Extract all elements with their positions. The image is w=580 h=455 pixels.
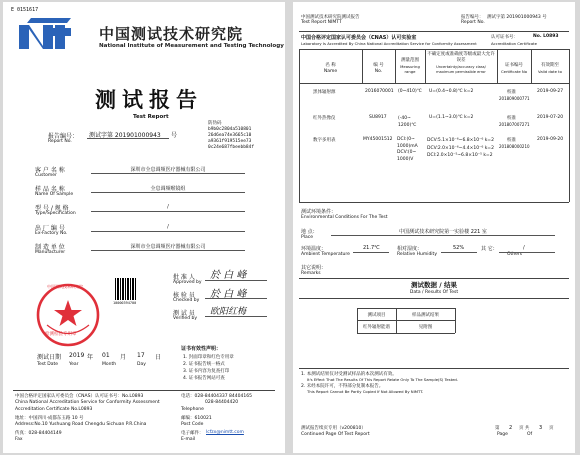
day-cn: 日 [155, 354, 162, 361]
row-cert-no: 201809000771 [499, 96, 530, 101]
row-cert-type: 校准 [507, 90, 516, 95]
row-cert-type: 校准 [507, 116, 516, 121]
results-col-item: 测试项目 [367, 313, 386, 318]
anti-fake-code-4: 0c24e687fbeebb84f [208, 145, 255, 150]
results-item-value: 红外辐射能谱 [363, 325, 390, 330]
row-no: MY45001512 [363, 137, 393, 142]
row-range: (0~410)℃ [398, 89, 422, 94]
test-date-day: 17 [137, 352, 145, 359]
footer-address-cn: 地址：中国四川·成都东玉路 10 号 [15, 416, 84, 421]
header-report-no-value: 测试字第 201901000943 号 [487, 15, 547, 20]
nimtt-logo-icon [17, 16, 73, 50]
anti-fake-code-1: b9b0c2804a510801 [208, 127, 252, 132]
report-title-en: Test Report [133, 114, 169, 120]
manufacturer-label-en: Manufacturer [35, 250, 66, 255]
type-label-en: Type/Specification [35, 211, 76, 216]
row-name: 数字多用表 [313, 138, 336, 143]
month-en: Month [102, 362, 117, 367]
row-uncertainty: U=(0.4~0.8)℃ k=2 [429, 89, 474, 94]
row-cert-no: 201807007271 [499, 122, 530, 127]
customer-label-cn: 客 户 名 称 [35, 167, 65, 174]
test-date-year: 2019 [69, 352, 85, 359]
anti-fake-code-3: a9361f919515ee73 [208, 139, 252, 144]
footer-telephone: 电话：028-84404337 84404165 [181, 394, 252, 399]
col-cert-en: Certificate No [500, 69, 528, 74]
footer-post: 邮编：610021 [181, 416, 212, 421]
cert-no-label: 认可证书号： [491, 35, 518, 40]
checked-label-en: Checked by [173, 298, 200, 303]
factory-no-label-cn: 出 厂 编 号 [35, 225, 65, 232]
col-uncertainty-en: Uncertainty/accuracy class/ maximum permissible error [436, 65, 486, 74]
page-end-label: 页 [549, 426, 554, 431]
cnas-title-cn: 中国合格评定国家认可委员会（CNAS）认可实验室 [301, 35, 417, 41]
temp-value: 21.7℃ [363, 245, 380, 251]
footer-cnas-en-2: Accreditation Certificate No.L0893 [15, 407, 93, 412]
footer-email-en: E-mail [181, 437, 196, 442]
footer-continued-cn: 测试报告续页专用（v200810） [301, 426, 366, 431]
verified-label-en: Verified by [173, 316, 198, 321]
row-cert-type: 校准 [507, 138, 516, 143]
row-valid: 2019-07-20 [537, 115, 564, 120]
humidity-value: 52% [453, 245, 465, 251]
customer-value: 深圳市全息调频医疗器械有限公司 [130, 167, 206, 173]
row-uncertainty: DCV:5.1×10⁻⁶~6.8×10⁻⁶ k=2 DCV:2.0×10⁻⁶~4.4×10⁻⁶ k=2 DCI:2.0×10⁻⁵~6.8×10⁻⁵ k=2 [427, 138, 494, 158]
verified-signature: 欧阳红梅 [210, 307, 247, 317]
footer-cnas-cn: 中国合格评定国家认可委员会（CNAS）认可证书号：No.L0893 [15, 394, 144, 399]
remarks-label-en: Remarks [301, 271, 321, 276]
page-label-cn: 第 [495, 426, 500, 431]
humidity-label-cn: 相对湿度： [397, 246, 423, 252]
footer-cnas-en-1: China National Accreditation Service for Conformity Assessment [15, 400, 160, 405]
year-cn: 年 [87, 354, 94, 361]
report-no-label-en: Report No. [48, 139, 72, 144]
report-detail-page [293, 2, 575, 453]
col-name-en: Name [323, 69, 338, 74]
report-no-suffix: 号 [171, 132, 178, 139]
barcode-icon [115, 278, 137, 300]
footer-post-en: Post Code [181, 422, 204, 427]
note-1-en: It's Effect That The Results Of This Report Relate Only To The Sample(S) Tested. [307, 377, 459, 382]
approved-label-en: Approved by [173, 280, 202, 285]
humidity-label-en: Relative Humidity [397, 252, 437, 257]
header-title-en: Test Report NIMTT [301, 20, 342, 25]
page-number: 2 [509, 425, 513, 431]
col-range-cn: 测量范围 [401, 58, 419, 63]
row-range: DCI:(0~ 1000)mA DCV:(0~ 1000)V [397, 137, 418, 162]
institute-name-en: National Institute of Measurement and Testing Technology [99, 43, 284, 49]
note-2-cn: 2. 未经本院许可，不得部分复制本报告。 [301, 384, 384, 389]
cert-no-label-en: Accreditation Certificate [491, 41, 538, 46]
verified-label-cn: 测 试 员 [173, 310, 195, 317]
validity-notice-item-4: 4. 证书报告网站可查 [183, 376, 225, 381]
page-label-en: Page [497, 432, 508, 437]
other-label-cn: 其 它： [481, 246, 498, 252]
footer-telephone-2: 028-84404420 [205, 400, 239, 405]
remarks-label-cn: 其它说明： [301, 265, 327, 271]
footer-fax: 传真：028-84404149 [15, 431, 62, 436]
footer-email-link[interactable]: lcfzx@nimtt.com [206, 430, 244, 435]
validity-notice-item-1: 1. 封面印章和红色专用章 [183, 355, 234, 360]
place-label-en: Place [301, 235, 313, 240]
col-valid-en: Valid date to [538, 69, 562, 74]
year-en: Year [69, 362, 79, 367]
approved-label-cn: 批 准 人 [173, 274, 195, 281]
row-cert-no: 201808000210 [499, 144, 530, 149]
row-range: (-40~ 1200)℃ [398, 116, 417, 128]
row-uncertainty: U=(1.1~3.0)℃ k=2 [429, 115, 474, 120]
day-en: Day [137, 362, 146, 367]
anti-fake-label: 防伪码 [208, 121, 222, 126]
row-valid: 2019-09-20 [537, 137, 564, 142]
type-label-cn: 型 号 / 规 格 [35, 205, 69, 212]
note-2-en: This Report Cannot Be Partly Copied If Not Allowed By NIMTT. [307, 389, 424, 394]
temp-label-cn: 环境温度： [301, 246, 327, 252]
validity-notice-item-2: 2. 证书报告统一格式 [183, 362, 225, 367]
report-no-value: 测试字第 201901000943 [89, 132, 161, 139]
footer-fax-en: Fax [15, 437, 23, 442]
col-no-en: No. [374, 69, 383, 74]
factory-no-label-en: Ex-Factory No. [35, 231, 68, 236]
footer-telephone-en: Telephone [181, 407, 204, 412]
customer-label-en: Customer [35, 173, 57, 178]
manufacturer-label-cn: 制 造 单 位 [35, 244, 65, 251]
row-name: 红外热像仪 [313, 116, 336, 121]
sample-value: 全息调频喉镜组 [150, 186, 186, 192]
validity-notice-title: 证书有效性声明： [181, 346, 222, 352]
serial-number: E 0151617 [11, 7, 39, 13]
manufacturer-value: 深圳市全息调频医疗器械有限公司 [130, 244, 206, 250]
col-range-en: Measuring range [400, 64, 420, 74]
checked-signature: 於 白 峰 [210, 289, 247, 300]
seal-sub-text: 检测检验专用章 [45, 332, 77, 337]
test-date-label-en: Test Date [37, 362, 59, 367]
other-value: / [523, 245, 525, 251]
footer-email-label: 电子邮件： [181, 431, 204, 436]
test-date-label-cn: 测试日期 [37, 354, 62, 361]
results-result-value: 见附图 [418, 325, 433, 330]
note-1-cn: 1. 本测试结果仅对受测试样品的本次测试有效。 [301, 372, 397, 377]
header-report-no-label: 报告编号： [461, 15, 484, 20]
col-uncertainty-cn: 不确定度或准确度等级或最大允许误差 [427, 52, 495, 63]
env-title-cn: 测试环境条件： [301, 209, 337, 215]
factory-no-value: / [167, 224, 169, 230]
header-report-no-en: Report No. [461, 20, 485, 25]
row-name: 黑体辐射源 [313, 90, 336, 95]
results-title-en: Data / Results Of Test [409, 290, 459, 295]
env-title-en: Environmental Conditions For The Test [301, 215, 388, 220]
col-valid-cn: 有效期至 [541, 63, 559, 68]
col-name-cn: 名 称 [325, 63, 336, 68]
cnas-title-en: Laboratory Is Accredited By China National Accreditation Service for Conformity Assessment [301, 41, 477, 46]
cert-no-value: No. L0893 [533, 34, 559, 39]
footer-continued-en: Continued Page Of Test Report [301, 432, 370, 437]
approved-signature: 於 白 峰 [210, 270, 247, 281]
report-cover-page [3, 2, 285, 453]
header-title-cn: 中国测试技术研究院测试报告 [301, 15, 360, 20]
validity-notice-item-3: 3. 证书内容为复查打印 [183, 369, 230, 374]
report-no-label-cn: 报告编号： [48, 133, 79, 140]
type-value: / [167, 204, 169, 210]
results-col-result: 样品测试结果 [412, 313, 439, 318]
month-cn: 月 [120, 354, 127, 361]
report-title-cn: 测试报告 [95, 87, 203, 112]
checked-label-cn: 核 验 员 [173, 292, 195, 299]
place-value: 中国测试技术研究院第一实验楼 221 室 [399, 229, 487, 235]
results-title-cn: 测试数据 / 结果 [411, 281, 457, 289]
other-label-en: Others [507, 252, 523, 257]
barcode-number: 10000394700 [113, 301, 137, 305]
red-seal-icon [33, 280, 103, 350]
page-of-label: 页 共 [519, 426, 530, 431]
anti-fake-code-2: 26d6ea74e3665c10 [208, 133, 252, 138]
of-label-en: Of [527, 432, 533, 437]
sample-label-en: Name Of Sample [35, 192, 74, 197]
page-total: 3 [539, 425, 543, 431]
institute-name-cn: 中国测试技术研究院 [99, 25, 244, 43]
temp-label-en: Ambient Temperature [301, 252, 350, 257]
row-valid: 2019-09-27 [537, 89, 564, 94]
col-cert-cn: 证书编号 [505, 63, 523, 68]
col-no-cn: 编 号 [373, 63, 384, 68]
footer-address-en: Address:No.10 Yushuang Road Chengdu Sichuan P.R.China [15, 422, 147, 427]
test-date-month: 01 [102, 352, 110, 359]
row-no: SU8917 [369, 115, 387, 120]
sample-label-cn: 样 品 名 称 [35, 186, 65, 193]
row-no: 2016070001 [365, 89, 394, 94]
seal-text: 中国测试技术研究院 [47, 284, 83, 289]
place-label-cn: 地 点： [301, 229, 318, 235]
